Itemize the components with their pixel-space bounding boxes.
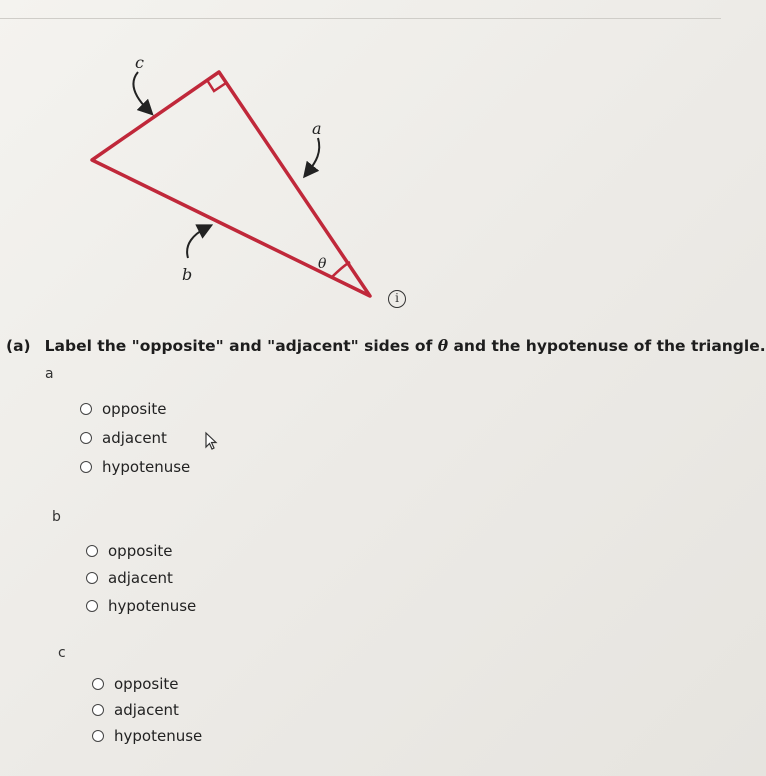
radio-button[interactable]: [80, 403, 92, 415]
label-a: a: [312, 119, 322, 138]
option-b-opposite[interactable]: [86, 542, 173, 560]
radio-button[interactable]: [80, 432, 92, 444]
option-label: opposite: [114, 675, 179, 693]
option-b-adjacent[interactable]: [86, 569, 173, 587]
question-text-before: Label the "opposite" and "adjacent" sides of: [44, 337, 438, 355]
question-text: [6, 336, 766, 355]
option-a-opposite[interactable]: [80, 400, 167, 418]
label-theta: θ: [318, 256, 327, 272]
option-c-hypotenuse[interactable]: [92, 727, 202, 745]
question-text-after: and the hypotenuse of the triangle.: [448, 337, 766, 355]
part-label-c: c: [58, 645, 66, 661]
theta-arc: [331, 262, 350, 278]
triangle-figure: [0, 0, 721, 330]
option-a-hypotenuse[interactable]: [80, 458, 190, 476]
question-label: (a): [6, 337, 31, 355]
label-c: c: [135, 53, 144, 72]
option-label: hypotenuse: [114, 727, 203, 745]
question-theta: θ: [437, 336, 449, 355]
option-b-hypotenuse[interactable]: [86, 597, 196, 615]
option-label: opposite: [102, 400, 167, 418]
option-label: hypotenuse: [102, 458, 191, 476]
option-a-adjacent[interactable]: [80, 429, 167, 447]
option-label: hypotenuse: [108, 597, 197, 615]
option-label: adjacent: [114, 701, 179, 719]
arrow-a: [308, 138, 319, 172]
info-icon[interactable]: i: [388, 290, 406, 308]
part-label-b: b: [52, 509, 61, 525]
label-b: b: [182, 265, 193, 284]
option-label: adjacent: [102, 429, 167, 447]
mouse-cursor-icon: [205, 432, 219, 452]
radio-button[interactable]: [92, 704, 104, 716]
option-label: opposite: [108, 542, 173, 560]
option-label: adjacent: [108, 569, 173, 587]
triangle: [92, 72, 370, 296]
part-label-a: a: [45, 366, 54, 382]
radio-button[interactable]: [80, 461, 92, 473]
right-angle-marker: [207, 80, 226, 91]
option-c-opposite[interactable]: [92, 675, 179, 693]
arrow-b: [187, 228, 206, 258]
radio-button[interactable]: [86, 545, 98, 557]
option-c-adjacent[interactable]: [92, 701, 179, 719]
arrow-c: [133, 72, 148, 110]
radio-button[interactable]: [86, 600, 98, 612]
radio-button[interactable]: [92, 730, 104, 742]
radio-button[interactable]: [92, 678, 104, 690]
radio-button[interactable]: [86, 572, 98, 584]
